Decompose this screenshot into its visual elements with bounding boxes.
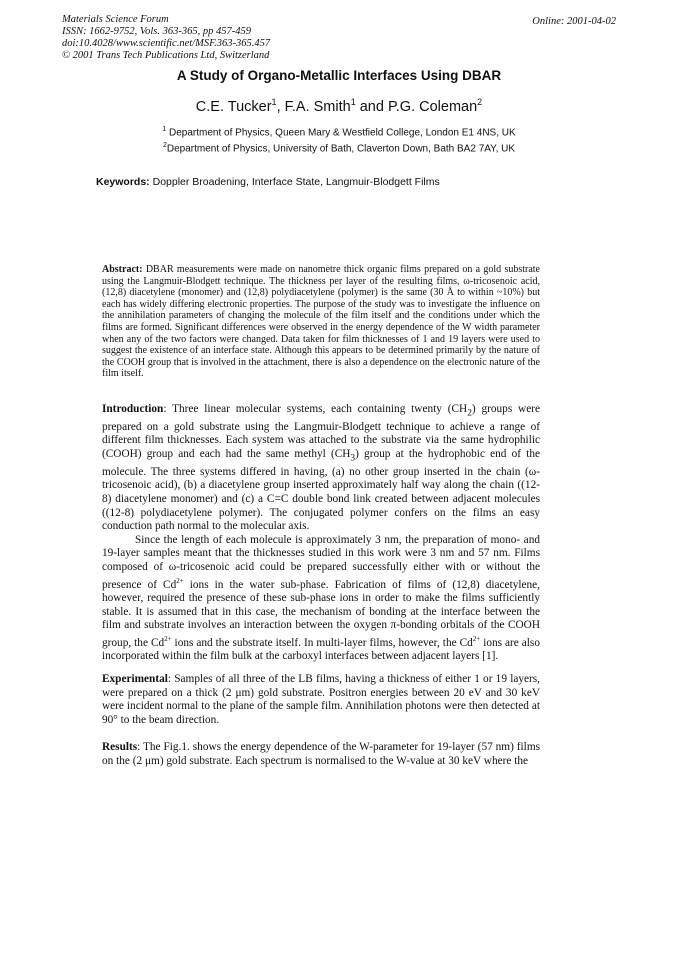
- issn-line: ISSN: 1662-9752, Vols. 363-365, pp 457-459: [62, 26, 251, 37]
- experimental-section: [102, 673, 540, 727]
- affiliation-1: [0, 126, 678, 138]
- affiliation-2-text: Department of Physics, University of Bath, Claverton Down, Bath BA2 7AY, UK: [166, 143, 516, 155]
- introduction-paragraph-2: [102, 534, 540, 664]
- author-tucker: C.E. Tucker: [195, 98, 272, 115]
- intro-text: ) group at the hydrophobic end of the molecule. The three systems differed in having, (a) no other group inserted in the chain (ω-tricosenoic acid), (b) a diacetylene group inserted approximately half way along the chain ((12-8) diacetylene monomer) and (c) a C=C double bond link created between adjacent molecules ((12-8) polydiacetylene polymer). The conjugated polymer confers on the films an easy conduction path normal to the molecular axis.: [102, 448, 540, 533]
- journal-name: Materials Science Forum: [62, 14, 169, 25]
- affiliation-2: [0, 142, 678, 154]
- intro-text: ions in the water sub-phase. Fabrication of films of (12,8) diacetylene, however, required the presence of these sub-phase ions in order to make the films sufficiently stable. It is assumed that in this case, the mechanism of bonding at the interface between the film and substrate involves an interaction between the oxygen π-bonding orbitals of the COOH group, the Cd: [102, 578, 540, 649]
- affiliation-1-text: Department of Physics, Queen Mary & Westfield College, London E1 4NS, UK: [166, 127, 516, 139]
- intro-text: ions and the substrate itself. In multi-layer films, however, the Cd: [171, 636, 473, 649]
- experimental-label: Experimental: [102, 673, 168, 685]
- keywords-label: Keywords:: [96, 176, 150, 188]
- abstract: [102, 264, 540, 380]
- author-coleman: P.G. Coleman: [387, 98, 478, 115]
- intro-subscript: 3: [350, 453, 356, 464]
- abstract-label: Abstract:: [102, 264, 143, 275]
- author-list: [0, 97, 678, 115]
- intro-text: Since the length of each molecule is approximately 3 nm, the preparation of mono- and 19-layer samples meant that the thicknesses studied in this work were 3 nm and 57 nm. Films composed of ω-tricosenoic acid could be prepared successfully either with or without the presence of Cd: [102, 533, 540, 591]
- doi-line: doi:10.4028/www.scientific.net/MSF.363-365.457: [62, 38, 271, 49]
- keywords-text: Doppler Broadening, Interface State, Langmuir-Blodgett Films: [149, 176, 440, 188]
- author-separator: ,: [276, 98, 285, 115]
- author-tucker-affil: 1: [271, 97, 277, 107]
- experimental-text: : Samples of all three of the LB films, having a thickness of either 1 or 19 layers, were prepared on a thick (2 μm) gold substrate. Positron energies between 20 eV and 30 keV were incident normal to the plane of the sample film. Annihilation photons were then detected at 90° to the beam direction.: [102, 673, 540, 726]
- author-smith-affil: 1: [350, 97, 356, 107]
- introduction-section: [102, 403, 540, 664]
- intro-subscript: 2: [467, 408, 472, 419]
- author-separator: and: [355, 98, 388, 115]
- results-section: [102, 741, 540, 768]
- affiliation-1-mark: 1: [162, 126, 167, 133]
- intro-superscript: 2+: [176, 576, 184, 585]
- intro-text: : Three linear molecular systems, each containing twenty (CH: [163, 403, 468, 415]
- intro-superscript: 2+: [164, 634, 172, 643]
- copyright-line: © 2001 Trans Tech Publications Ltd, Switzerland: [62, 50, 270, 61]
- keywords: [96, 176, 440, 188]
- abstract-text: DBAR measurements were made on nanometre thick organic films prepared on a gold substrate using the Langmuir-Blodgett technique. The thickness per layer of the resulting films, ω-tricosenoic acid, (12,8) diacetylene (monomer) and (12,8) polydiacetylene (polymer) is the same (30 Å to within ~10%) but each has widely differing electronic properties. The purpose of the study was to investigate the influence on the annihilation parameters of changing the molecule of the film itself and the conditions under which the films are formed. Significant differences were observed in the energy dependence of the W width parameter when any of the two factors were changed. Data taken for film thicknesses of 1 and 19 layers were used to suggest the existence of an interface state. Although this appears to be determined primarily by the nature of the COOH group that is involved in the attachment, there is also a dependence on the electronic nature of the film itself.: [102, 264, 540, 380]
- author-smith: F.A. Smith: [284, 98, 351, 115]
- intro-text: ions are also incorporated within the film bulk at the carboxyl interfaces between adjacent layers [1].: [102, 636, 540, 663]
- intro-text: ) groups were prepared on a gold substrate using the Langmuir-Blodgett technique to achieve a range of different film thicknesses. Each system was attached to the substrate via the same hydrophilic (COOH) group and each had the same methyl (CH: [102, 403, 540, 461]
- results-text: : The Fig.1. shows the energy dependence of the W-parameter for 19-layer (57 nm) films on the (2 μm) gold substrate. Each spectrum is normalised to the W-value at 30 keV where the: [102, 741, 540, 767]
- author-coleman-affil: 2: [477, 97, 483, 107]
- affiliation-2-mark: 2: [162, 142, 167, 149]
- intro-superscript: 2+: [472, 634, 481, 643]
- results-label: Results: [102, 741, 138, 753]
- introduction-label: Introduction: [102, 403, 164, 415]
- paper-title: A Study of Organo-Metallic Interfaces Using DBAR: [176, 68, 502, 83]
- online-date: Online: 2001-04-02: [532, 16, 616, 27]
- introduction-paragraph-1: [102, 403, 540, 534]
